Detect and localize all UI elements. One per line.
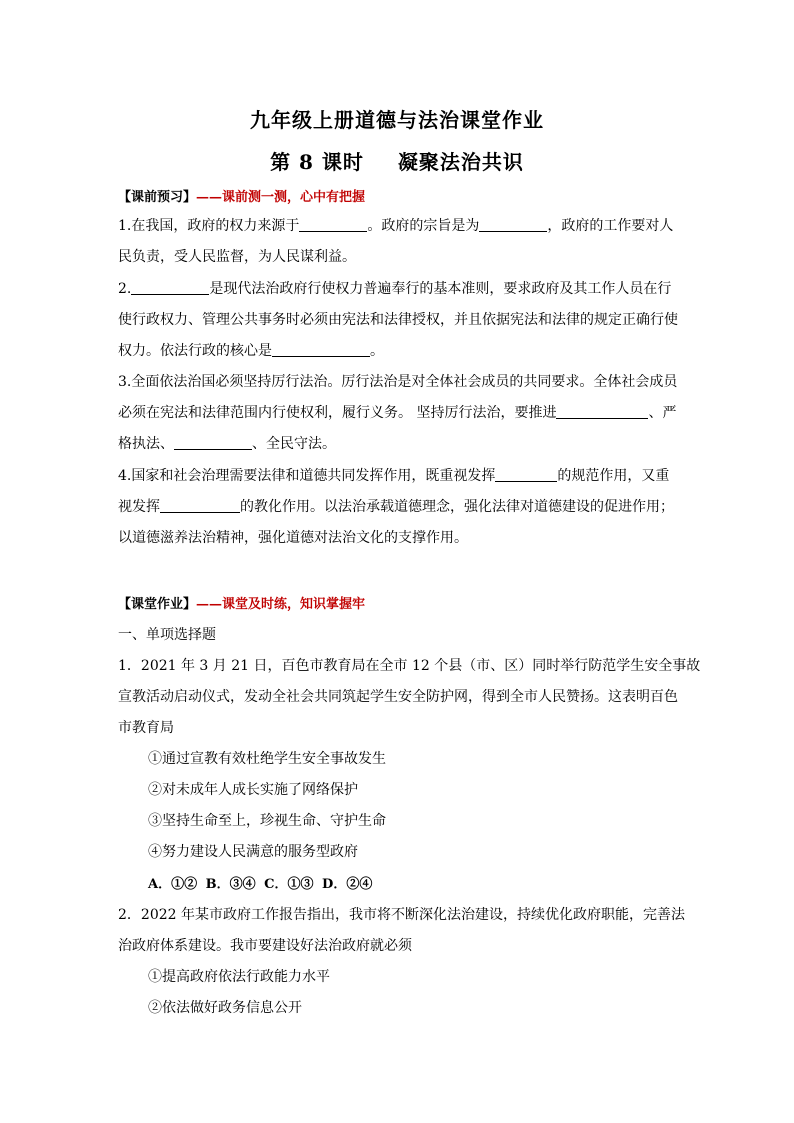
classwork-section-subtitle: ——课堂及时练，知识掌握牢 <box>196 597 366 612</box>
preview-question-2: 2. 是现代法治政府行使权力普遍奉行的基本准则，要求政府及其工作人员在行使行政权力、管理公共事务时必须由宪法和法律授权，并且依据宪法和法律的规定正确行使权力。依法行政的核心是 。 <box>118 274 678 367</box>
fill-blank[interactable] <box>479 215 547 232</box>
preview-section-heading: 【课前预习】——课前测一测，心中有把握 <box>118 190 366 205</box>
preview-question-1: 1.在我国，政府的权力来源于 。政府的宗旨是为 ，政府的工作要对人民负责，受人民监督，为人民谋利益。 <box>118 211 678 273</box>
question-1-statement: ③坚持生命至上，珍视生命、守护生命 <box>148 813 386 829</box>
question-type-heading: 一、单项选择题 <box>118 627 216 643</box>
answer-choice-a[interactable]: A．①② <box>148 877 198 892</box>
fill-blank[interactable] <box>272 340 370 357</box>
preview-section-subtitle: ——课前测一测，心中有把握 <box>196 190 366 205</box>
question-2-stem: 2．2022 年某市政府工作报告指出，我市将不断深化法治建设，持续优化政府职能，完善法 <box>118 907 685 923</box>
question-1-stem: 1．2021 年 3 月 21 日，百色市教育局在全市 12 个县（市、区）同时举行防范学生安全事故 <box>118 658 701 674</box>
question-1-stem: 宣教活动启动仪式，发动全社会共同筑起学生安全防护网，得到全市人民赞扬。这表明百色 <box>118 689 678 705</box>
question-1-stem: 市教育局 <box>118 720 174 736</box>
fill-blank[interactable] <box>174 433 252 450</box>
question-1-statement: ②对未成年人成长实施了网络保护 <box>148 782 358 798</box>
question-1-answer-choices <box>148 873 376 892</box>
fill-blank[interactable] <box>160 496 240 513</box>
question-2-statement: ①提高政府依法行政能力水平 <box>148 969 330 985</box>
fill-blank[interactable] <box>556 402 648 419</box>
question-2-stem: 治政府体系建设。我市要建设好法治政府就必须 <box>118 938 412 954</box>
preview-question-4: 4.国家和社会治理需要法律和道德共同发挥作用，既重视发挥 的规范作用，又重视发挥 的教化作用。以法治承载道德理念，强化法律对道德建设的促进作用；以道德滋养法治精神，强化道德对法治文化的支撑作用。 <box>118 461 678 554</box>
lesson-name: 凝聚法治共识 <box>397 150 524 174</box>
question-1-statement: ④努力建设人民满意的服务型政府 <box>148 844 358 860</box>
classwork-section-heading: 【课堂作业】——课堂及时练，知识掌握牢 <box>118 597 366 612</box>
question-2-statement: ②依法做好政务信息公开 <box>148 1000 302 1016</box>
lesson-label: 第 8 课时 <box>270 150 364 174</box>
answer-choice-b[interactable]: B．③④ <box>205 877 256 892</box>
answer-choice-c[interactable]: C．①③ <box>264 877 314 892</box>
answer-choice-d[interactable]: D．②④ <box>322 877 373 892</box>
preview-question-3: 3.全面依法治国必须坚持厉行法治。厉行法治是对全体社会成员的共同要求。全体社会成员必须在宪法和法律范围内行使权利，履行义务。 坚持厉行法治，要推进 、严格执法、 、全民守法。 <box>118 374 678 452</box>
page-title: 九年级上册道德与法治课堂作业 <box>250 108 544 132</box>
lesson-title <box>0 146 794 175</box>
question-1-statement: ①通过宣教有效杜绝学生安全事故发生 <box>148 751 386 767</box>
fill-blank[interactable] <box>495 465 557 482</box>
fill-blank[interactable] <box>299 215 367 232</box>
fill-blank[interactable] <box>131 278 209 295</box>
